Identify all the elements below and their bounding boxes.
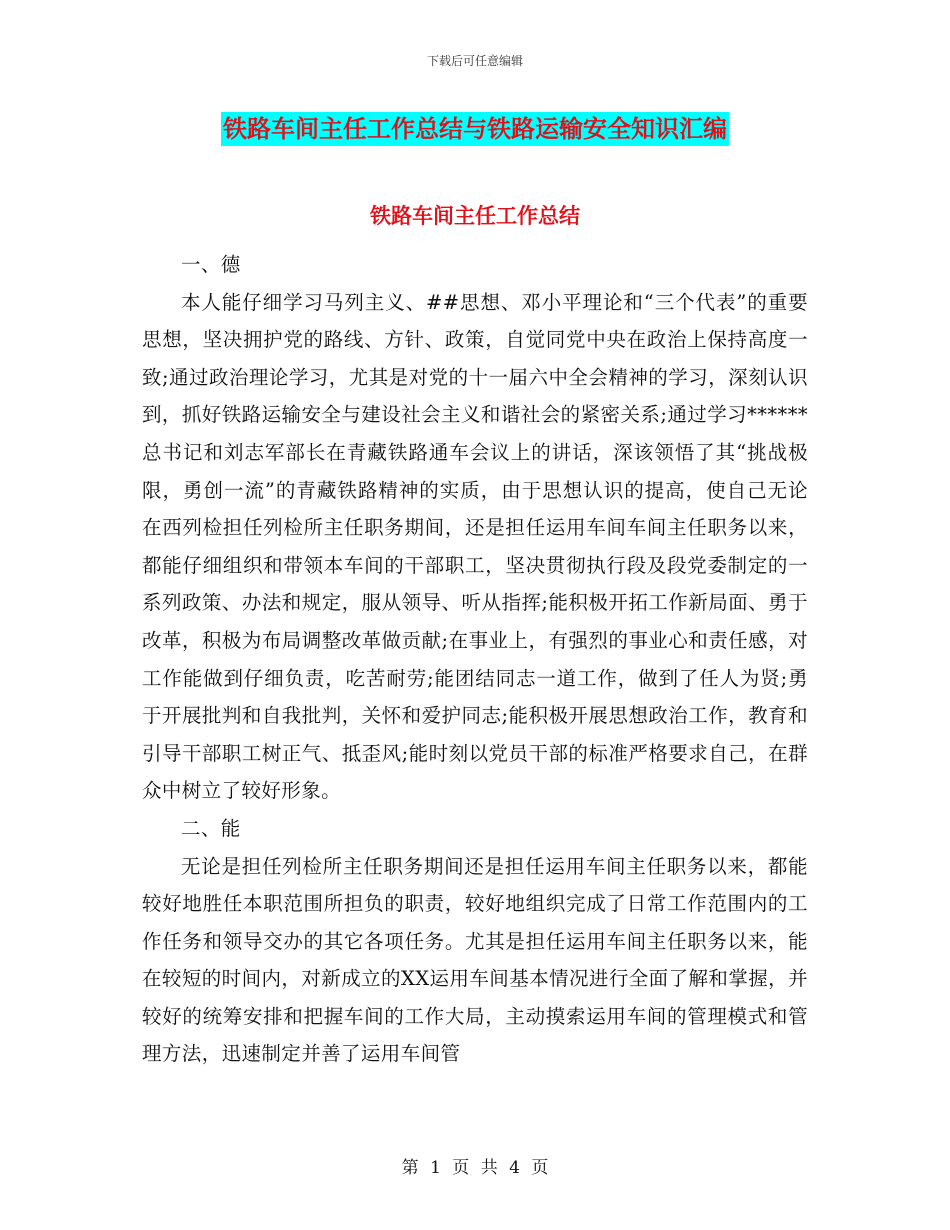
section-heading-ability: 二、能 — [181, 816, 241, 840]
paragraph-ability: 无论是担任列检所主任职务期间还是担任运用车间主任职务以来，都能较好地胜任本职范围所担负的职责，较好地组织完成了日常工作范围内的工作任务和领导交办的其它各项任务。尤其是担任运用车间主任职务以来，能在较短的时间内，对新成立的XX运用车间基本情况进行全面了解和掌握，并较好的统筹安排和把握车间的工作大局，主动摸索运用车间的管理模式和管理方法，迅速制定并善了运用车间管 — [142, 854, 808, 1066]
sub-title: 铁路车间主任工作总结 — [370, 204, 580, 228]
main-title: 铁路车间主任工作总结与铁路运输安全知识汇编 — [221, 112, 729, 146]
section-heading-virtue: 一、德 — [181, 253, 241, 276]
header-note: 下载后可任意编辑 — [426, 54, 523, 68]
page-footer: 第 1 页 共 4 页 — [401, 1158, 549, 1178]
document-body — [142, 246, 808, 1073]
paragraph-virtue: 本人能仔细学习马列主义、##思想、邓小平理论和“三个代表”的重要思想，坚决拥护党的路线、方针、政策，自觉同党中央在政治上保持高度一致;通过政治理论学习，尤其是对党的十一届六中全会精神的学习，深刻认识到，抓好铁路运输安全与建设社会主义和谐社会的紧密关系;通过学习******总书记和刘志军部长在青藏铁路通车会议上的讲话，深该领悟了其“挑战极限，勇创一流”的青藏铁路精神的实质，由于思想认识的提高，使自己无论在西列检担任列检所主任职务期间，还是担任运用车间车间主任职务以来，都能仔细组织和带领本车间的干部职工，坚决贯彻执行段及段党委制定的一系列政策、办法和规定，服从领导、听从指挥;能积极开拓工作新局面、勇于改革，积极为布局调整改革做贡献;在事业上，有强烈的事业心和责任感，对工作能做到仔细负责，吃苦耐劳;能团结同志一道工作，做到了任人为贤;勇于开展批判和自我批判，关怀和爱护同志;能积极开展思想政治工作，教育和引导干部职工树正气、抵歪风;能时刻以党员干部的标准严格要求自己，在群众中树立了较好形象。 — [142, 290, 808, 803]
main-title-wrap — [0, 112, 950, 146]
